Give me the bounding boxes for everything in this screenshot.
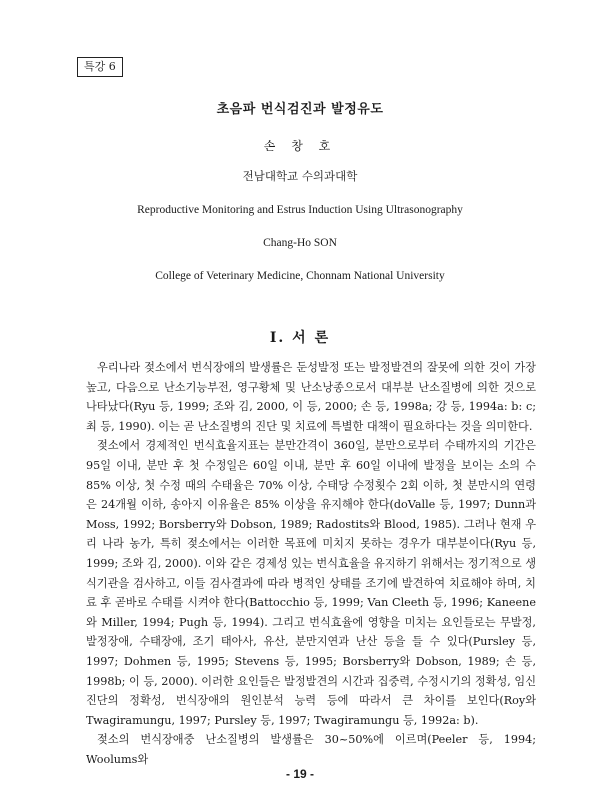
paragraph: 젖소에서 경제적인 번식효율지표는 분만간격이 360일, 분만으로부터 수태까지의 기간은 95일 이내, 분만 후 첫 수정일은 60일 이내, 분만 후 60일 이내에 발정을 보이는 소의 수 85% 이상, 첫 수정 때의 수태율은 70% 이상, 수태당 수정횟수 2회 이하, 첫 분만시의 연령은 24개월 이하, 송아지 이유율은 85% 이상을 유지해야 한다(doValle 등, 1997; Dunn과 Moss, 1992; Borsberry와 Dobson, 1989; Radostits와 Blood, 1985). 그러나 현재 우리 나라 농가, 특히 젖소에서는 이러한 목표에 미치지 못하는 경우가 대부분이다(Ryu 등, 1999; 조와 김, 2000). 이와 같은 경제성 있는 번식효율을 유지하기 위해서는 정기적으로 생식기관을 검사하고, 이들 검사결과에 따라 병적인 상태를 조기에 발견하여 치료해야 하며, 치료 후 곧바로 수태를 시켜야 한다(Battocchio 등, 1999; Van Cleeth 등, 1996; Kaneene와 Miller, 1994; Pugh 등, 1994). 그리고 번식효율에 영향을 미치는 요인들로는 무발정, 발정장애, 수태장애, 조기 태아사, 유산, 분만지연과 난산 등을 들 수 있다(Pursley 등, 1997; Dohmen 등, 1995; Stevens 등, 1995; Borsberry와 Dobson, 1989; 손 등, 1998b; 이 등, 2000). 이러한 요인들은 발정발견의 시간과 집중력, 수정시기의 정확성, 임신진단의 정확성, 번식장애의 원인분석 능력 등에 따라서 큰 차이를 보인다(Roy와 Twagiramungu, 1997; Pursley 등, 1997; Twagiramungu 등, 1992a: b). — [86, 439, 536, 727]
paragraph: 우리나라 젖소에서 번식장애의 발생률은 둔성발정 또는 발정발견의 잘못에 의한 것이 가장 높고, 다음으로 난소기능부전, 영구황체 및 난소낭종으로서 대부분 난소질병에 의한 것으로 나타났다(Ryu 등, 1999; 조와 김, 2000, 이 등, 2000; 손 등, 1998a; 강 등, 1994a: b: c; 최 등, 1990). 이는 곧 난소질병의 진단 및 치료에 특별한 대책이 필요하다는 것을 의미한다. — [86, 361, 536, 433]
body-text — [86, 358, 536, 769]
author-english: Chang-Ho SON — [263, 237, 337, 249]
paragraph: 젖소의 번식장애중 난소질병의 발생률은 30~50%에 이르며(Peeler 등, 1994; Woolums와 — [86, 733, 536, 766]
paper-title-english: Reproductive Monitoring and Estrus Induction Using Ultrasonography — [137, 204, 463, 216]
lecture-badge: 특강 6 — [77, 57, 123, 77]
section-heading: I. 서 론 — [269, 330, 331, 346]
affiliation-korean: 전남대학교 수의과대학 — [242, 169, 358, 183]
author-korean: 손 창 호 — [263, 139, 337, 153]
page-number: - 19 - — [285, 767, 314, 781]
affiliation-english: College of Veterinary Medicine, Chonnam National University — [155, 270, 445, 282]
paper-title: 초음파 번식검진과 발정유도 — [216, 102, 384, 117]
